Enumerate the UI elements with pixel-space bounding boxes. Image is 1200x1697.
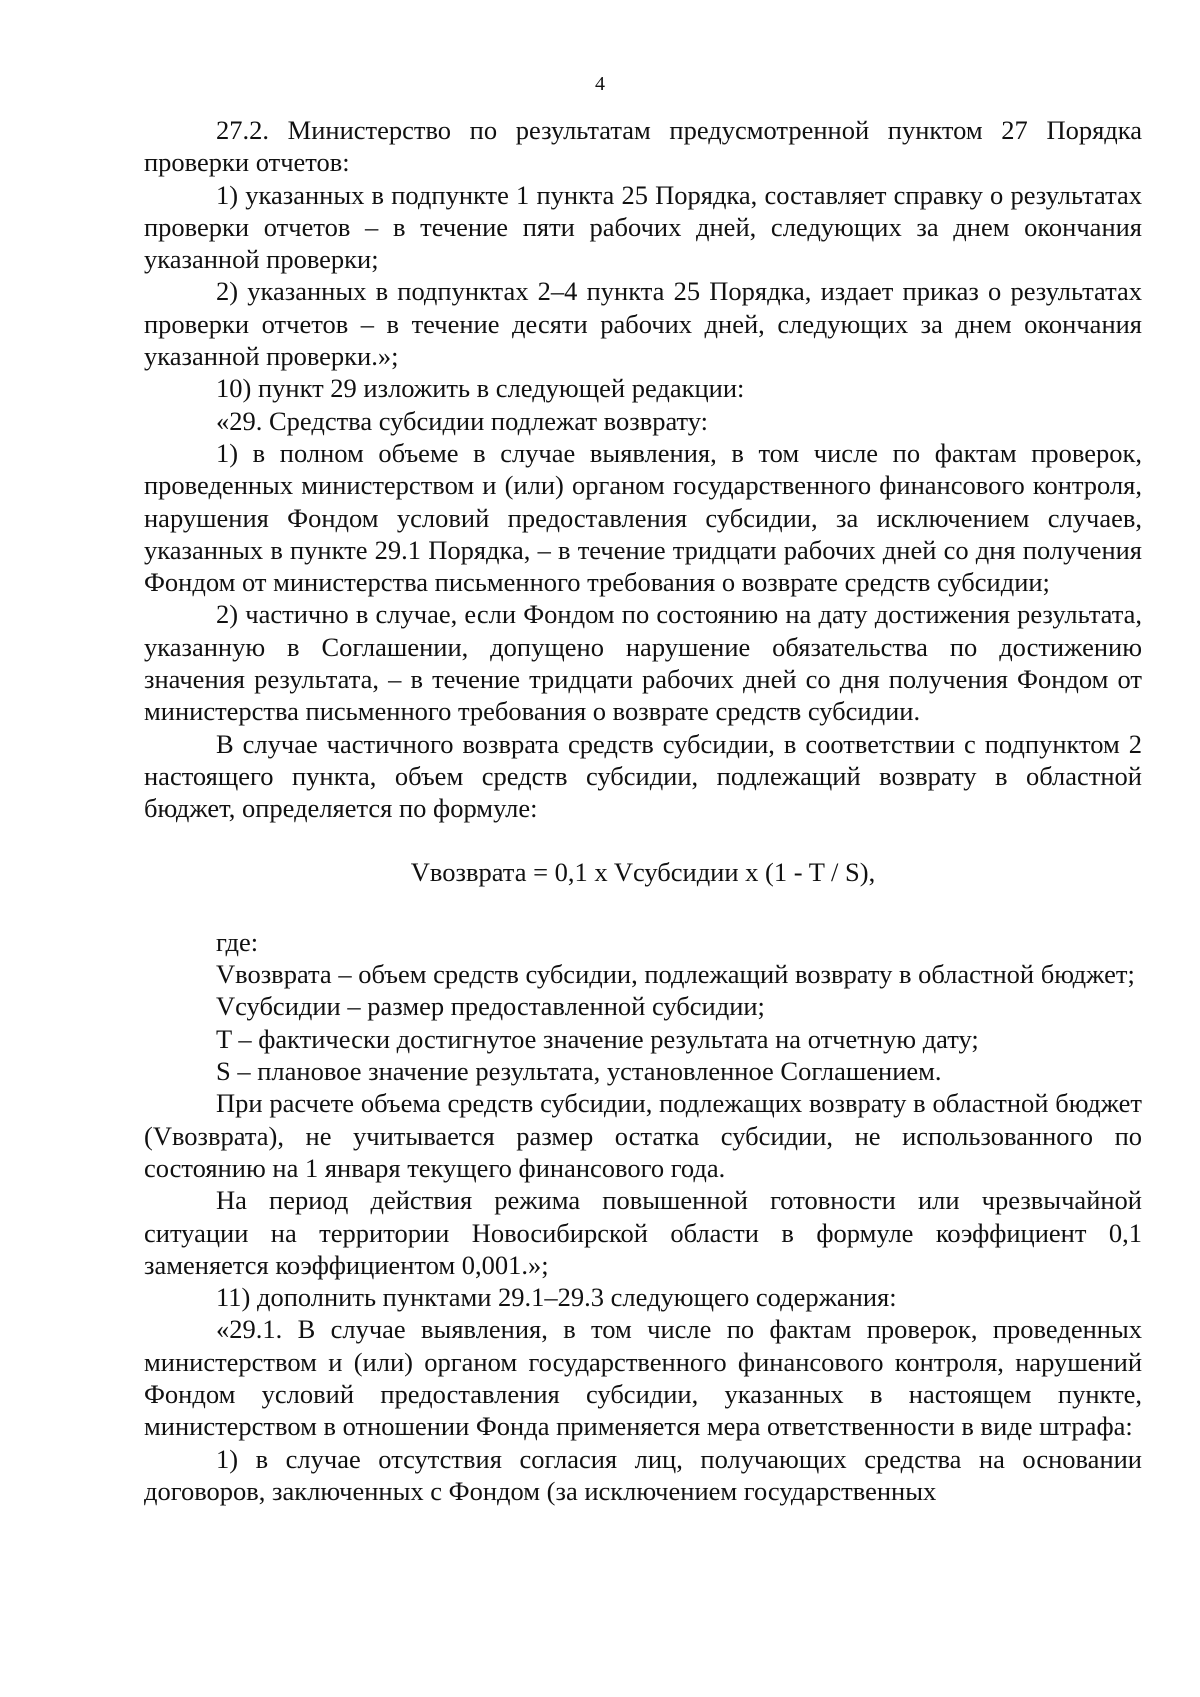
paragraph-27-2-item-2: 2) указанных в подпунктах 2–4 пункта 25 Порядка, издает приказ о результатах проверки отчетов – в течение десяти рабочих дней, следующих за днем окончания указанной проверки.»; (144, 276, 1142, 372)
paragraph-27-2-item-1: 1) указанных в подпункте 1 пункта 25 Порядка, составляет справку о результатах проверки отчетов – в течение пяти рабочих дней, следующих за днем окончания указанной проверки; (144, 179, 1142, 275)
paragraph-where: где: (216, 926, 259, 957)
paragraph-amendment-11: 11) дополнить пунктами 29.1–29.3 следующего содержания: (216, 1282, 897, 1313)
document-body (144, 114, 1142, 1507)
paragraph-27-2: 27.2. Министерство по результатам предусмотренной пунктом 27 Порядка проверки отчетов: (144, 115, 1142, 178)
paragraph-amendment-10: 10) пункт 29 изложить в следующей редакции: (216, 373, 745, 404)
definition-v-subsidy: Vсубсидии – размер предоставленной субсидии; (216, 991, 765, 1022)
paragraph-29-item-1: 1) в полном объеме в случае выявления, в том числе по фактам проверок, проведенных министерством и (или) органом государственного финансового контроля, нарушения Фондом условий предоставления субсидии, за исключением случаев, указанных в пункте 29.1 Порядка, – в течение тридцати рабочих дней со дня получения Фондом от министерства письменного требования о возврате средств субсидии; (144, 437, 1142, 598)
definition-t: T – фактически достигнутое значение результата на отчетную дату; (216, 1023, 979, 1054)
return-formula: Vвозврата = 0,1 x Vсубсидии x (1 - T / S), (410, 856, 876, 887)
paragraph-29-1: «29.1. В случае выявления, в том числе по фактам проверок, проведенных министерством и (или) органом государственного финансового контроля, нарушений Фондом условий предоставления субсидии, указанных в настоящем пункте, министерством в отношении Фонда применяется мера ответственности в виде штрафа: (144, 1314, 1142, 1442)
paragraph-29-item-2: 2) частично в случае, если Фондом по состоянию на дату достижения результата, указанную в Соглашении, допущено нарушение обязательства по достижению значения результата, – в течение тридцати рабочих дней со дня получения Фондом от министерства письменного требования о возврате средств субсидии. (144, 599, 1142, 727)
paragraph-calculation-note: При расчете объема средств субсидии, подлежащих возврату в областной бюджет (Vвозврата), не учитывается размер остатка субсидии, не использованного по состоянию на 1 января текущего финансового года. (144, 1088, 1142, 1183)
paragraph-29-1-item-1: 1) в случае отсутствия согласия лиц, получающих средства на основании договоров, заключенных с Фондом (за исключением государственных (144, 1443, 1142, 1506)
paragraph-29: «29. Средства субсидии подлежат возврату: (216, 405, 709, 436)
page-number: 4 (595, 73, 605, 95)
paragraph-emergency-coefficient: На период действия режима повышенной готовности или чрезвычайной ситуации на территории Новосибирской области в формуле коэффициент 0,1 заменяется коэффициентом 0,001.»; (144, 1185, 1142, 1280)
paragraph-partial-return: В случае частичного возврата средств субсидии, в соответствии с подпунктом 2 настоящего пункта, объем средств субсидии, подлежащий возврату в областной бюджет, определяется по формуле: (144, 728, 1142, 824)
definition-s: S – плановое значение результата, установленное Соглашением. (216, 1056, 942, 1087)
definition-v-return: Vвозврата – объем средств субсидии, подлежащий возврату в областной бюджет; (216, 959, 1135, 990)
